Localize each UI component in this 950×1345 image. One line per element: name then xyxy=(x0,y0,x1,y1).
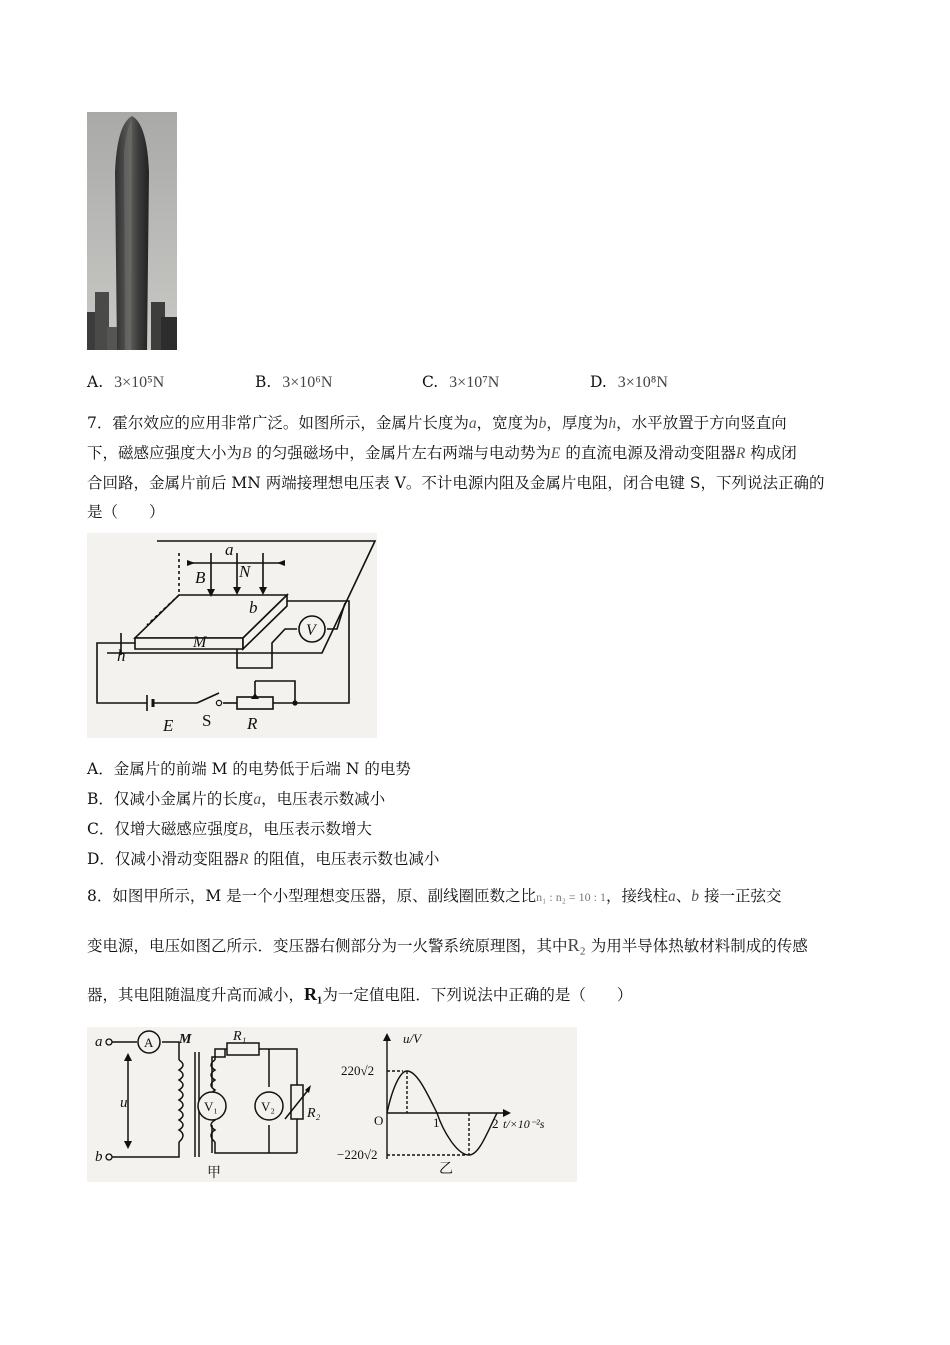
q6-option-d: D. 3×10⁸N xyxy=(590,373,668,391)
yi-ymin: −220√2 xyxy=(337,1147,378,1162)
jia-label-a: a xyxy=(95,1034,103,1050)
jia-caption: 甲 xyxy=(207,1166,221,1181)
fig-label-b: b xyxy=(249,598,258,617)
yi-x2: 2 xyxy=(492,1116,499,1131)
jia-label-b: b xyxy=(95,1149,103,1165)
jia-label-ammeter: A xyxy=(144,1035,154,1050)
fig-label-h: h xyxy=(117,646,126,665)
yi-x1: 1 xyxy=(433,1115,440,1130)
transformer-figure xyxy=(87,1027,577,1182)
fig-label-a: a xyxy=(225,540,234,559)
q6-option-c: C. 3×10⁷N xyxy=(422,373,500,391)
q6-option-a: A. 3×10⁵N xyxy=(87,373,165,391)
yi-caption: 乙 xyxy=(439,1162,453,1177)
q8-line-3: 器，其电阻随温度升高而减小，R₁为一定值电阻．下列说法中正确的是（ ） xyxy=(87,984,633,1004)
hall-effect-figure xyxy=(87,533,377,738)
q7-line-1: 7．霍尔效应的应用非常广泛。如图所示，金属片长度为a，宽度为b，厚度为h，水平放置于方向竖直向 xyxy=(87,414,787,432)
fig-label-M: M xyxy=(193,634,207,651)
q6-option-b: B. 3×10⁶N xyxy=(255,373,333,391)
jia-label-u: u xyxy=(120,1095,128,1111)
fig-label-S: S xyxy=(202,711,212,730)
q7-line-3: 合回路，金属片前后 MN 两端接理想电压表 V。不计电源内阻及金属片电阻，闭合电键 S，下列说法正确的 xyxy=(87,474,825,492)
fig-label-B: B xyxy=(195,568,206,587)
q7-option-a: A．金属片的前端 M 的电势低于后端 N 的电势 xyxy=(87,760,411,778)
q7-line-2: 下，磁感应强度大小为B 的匀强磁场中，金属片左右两端与电动势为E 的直流电源及滑动变阻器R 构成闭 xyxy=(87,444,797,462)
q8-line-1: 8．如图甲所示，M 是一个小型理想变压器，原、副线圈匝数之比n₁ : n₂ = 10 : 1，接线柱a、b 接一正弦交 xyxy=(87,887,782,905)
q7-line-4: 是（ ） xyxy=(87,503,165,521)
yi-origin: O xyxy=(374,1113,384,1128)
fig-label-R: R xyxy=(247,714,258,733)
yi-ylabel: u/V xyxy=(403,1031,422,1046)
q7-option-c: C．仅增大磁感应强度B，电压表示数增大 xyxy=(87,820,372,838)
building-photo xyxy=(87,112,177,350)
fig-label-N: N xyxy=(239,562,251,581)
jia-label-m: M xyxy=(179,1032,192,1047)
fig-label-v: V xyxy=(306,622,316,639)
jia-label-r2: R₂ xyxy=(307,1106,321,1121)
q7-option-b: B．仅减小金属片的长度a，电压表示数减小 xyxy=(87,790,386,808)
jia-label-v2: V₂ xyxy=(261,1099,275,1114)
q8-line-2: 变电源，电压如图乙所示．变压器右侧部分为一火警系统原理图，其中R₂ 为用半导体热敏材料制成的传感 xyxy=(87,935,808,955)
yi-xlabel: t/×10⁻²s xyxy=(503,1117,545,1131)
q7-option-d: D．仅减小滑动变阻器R 的阻值，电压表示数也减小 xyxy=(87,850,440,868)
jia-label-v1: V₁ xyxy=(204,1099,218,1114)
fig-label-E: E xyxy=(163,716,174,735)
yi-ymax: 220√2 xyxy=(341,1063,375,1078)
jia-label-r1: R₁ xyxy=(233,1029,247,1044)
